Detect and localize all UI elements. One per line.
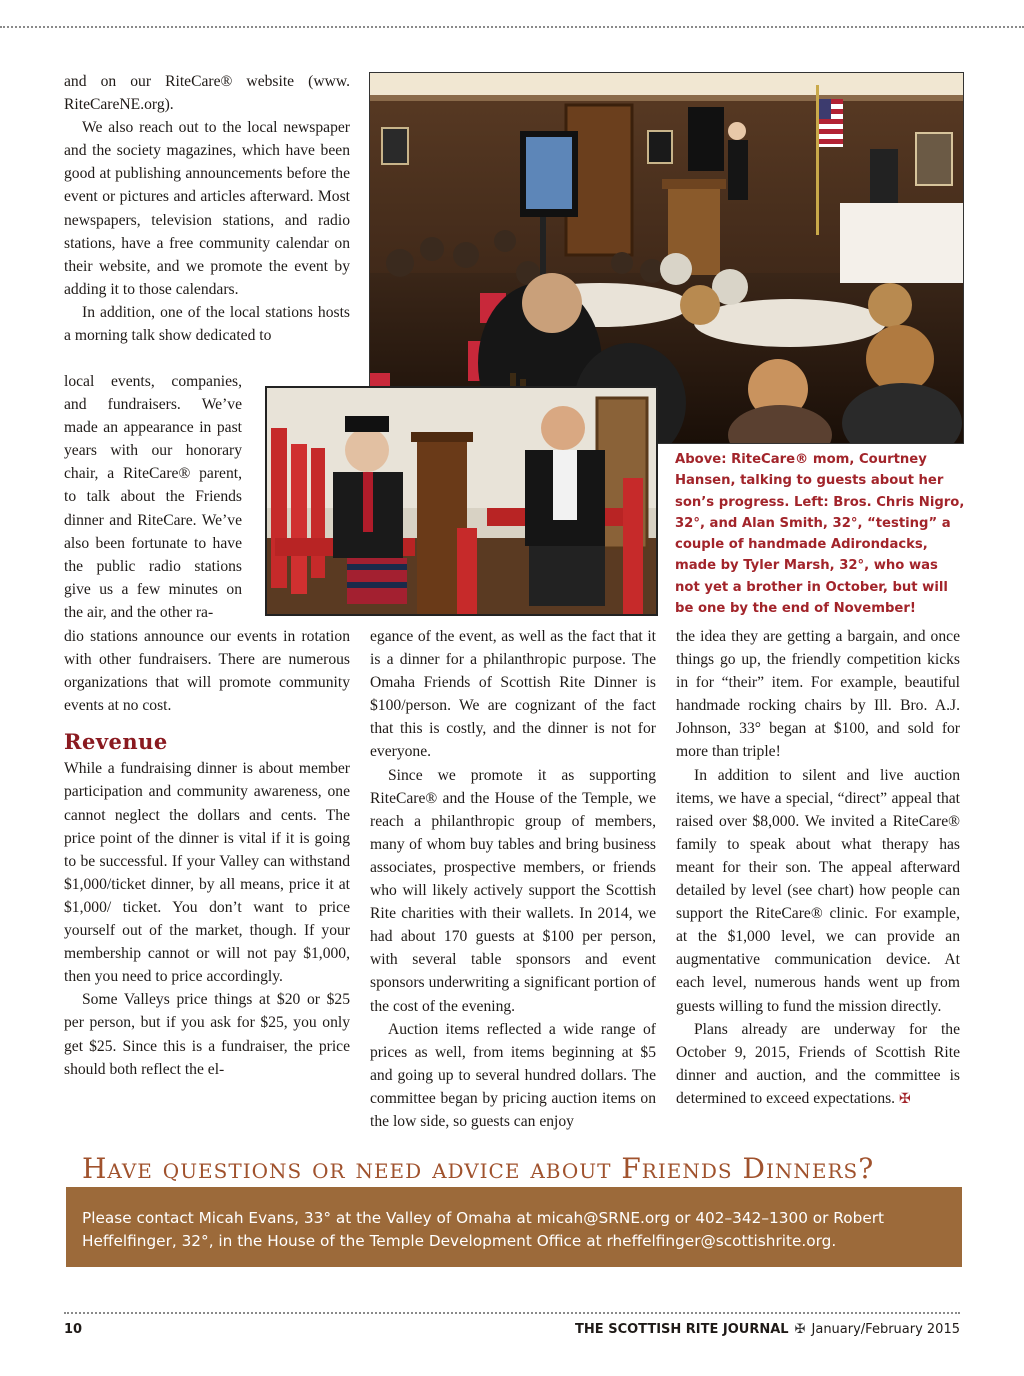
- paragraph: We also reach out to the local newspaper and the society magazines, which have been good at publishing announcements before the event or pictures and articles afterward. Most newspapers, television stations, and radio stations, have a free community calendar on their website, and we promote the event by adding it to those calendars.: [64, 119, 350, 298]
- footer-journal-info: [575, 1322, 960, 1337]
- journal-name: THE SCOTTISH RITE JOURNAL: [575, 1322, 789, 1337]
- bottom-dotted-rule: [64, 1312, 960, 1314]
- photo-caption: Above: RiteCare® mom, Courtney Hansen, talking to guests about her son’s progress. Left: Bros. Chris Nigro, 32°, and Alan Smith, 32°, “testing” a couple of handmade Adirondacks, made by Tyler Marsh, 32°, who was not yet a brother in October, but will be one by the end of November!: [675, 452, 965, 617]
- paragraph: and on our RiteCare® website (www. RiteCareNE.org).: [64, 73, 350, 114]
- cross-separator-icon: ✠: [794, 1322, 806, 1337]
- questions-heading: Have questions or need advice about Friends Dinners?: [82, 1152, 875, 1185]
- paragraph: Some Valleys price things at $20 or $25 per person, but if you ask for $25, you only get $25. Since this is a fundraiser, the price should both reflect the el-: [64, 991, 350, 1078]
- page-number: 10: [64, 1322, 83, 1337]
- top-dotted-rule: [0, 26, 1024, 28]
- paragraph: [676, 1018, 960, 1111]
- paragraph: egance of the event, as well as the fact that it is a dinner for a philanthropic purpose. The Omaha Friends of Scottish Rite Dinner is $100/person. We are cognizant of the fact that this is costly, and the dinner is not for everyone.: [370, 628, 656, 761]
- paragraph: dio stations announce our events in rotation with other fundraisers. There are numerous organizations that will promote community events at no cost.: [64, 628, 350, 715]
- end-mark-icon: ✠: [899, 1091, 911, 1107]
- column-1-lower: [64, 625, 350, 1081]
- column-2: [370, 625, 656, 1133]
- issue-date: January/February 2015: [811, 1322, 960, 1337]
- contact-text: Please contact Micah Evans, 33° at the Valley of Omaha at micah@SRNE.org or 402–342–1300 or Robert Heffelfinger, 32°, in the House of the Temple Development Office at rheffelfinger@scottishrite.org.: [82, 1209, 885, 1250]
- paragraph: local events, companies, and fundraisers. We’ve made an appearance in past years with our honorary chair, a RiteCare® parent, to talk about the Friends dinner and RiteCare. We’ve also been fortunate to have the public radio stations give us a few minutes on the air, and the other ra-: [64, 373, 242, 621]
- paragraph: Since we promote it as supporting RiteCare® and the House of the Temple, we reach a philanthropic group of members, many of whom buy tables and bring business associates, prospective members, or friends who will likely actively support the Scottish Rite charities with their wallets. In 2014, we had about 170 guests at $100 per person, with several table sponsors and event sponsors underwriting a significant portion of the cost of the evening.: [370, 766, 656, 1015]
- section-heading-revenue: Revenue: [64, 729, 168, 755]
- paragraph: Auction items reflected a wide range of prices as well, from items beginning at $5 and going up to several hundred dollars. The committee began by pricing auction items on the low side, so guests can enjoy: [370, 1020, 656, 1130]
- paragraph: In addition, one of the local stations hosts a morning talk show dedicated to: [64, 303, 350, 345]
- paragraph: the idea they are getting a bargain, and once things go up, the friendly competition kicks in for “their” item. For example, beautiful handmade rocking chairs by Ill. Bro. A.J. Johnson, 33° began at $100, and sold for more than triple!: [676, 628, 960, 761]
- column-1-upper: [64, 70, 350, 347]
- paragraph-text: Plans already are underway for the October 9, 2015, Friends of Scottish Rite dinner and auction, and the committee is determined to exceed expectations.: [676, 1020, 960, 1107]
- paragraph: While a fundraising dinner is about member participation and community awareness, one cannot neglect the dollars and cents. The price point of the dinner is vital if it is going to be successful. If your Valley can withstand $1,000/ticket dinner, by all means, price it at $1,000/ ticket. You don’t want to price yourself out of the market, though. If your membership cannot or will not pay $1,000, then you need to price accordingly.: [64, 760, 350, 986]
- column-3: [676, 625, 960, 1111]
- adirondack-photo-illustration: [267, 388, 656, 614]
- contact-box: [66, 1187, 962, 1267]
- column-1-narrow: [64, 370, 242, 624]
- paragraph: In addition to silent and live auction items, we have a special, “direct” appeal that raised over $8,000. We invited a RiteCare® family to speak about what therapy has meant for their son. The appeal afterward detailed by level (see chart) how people can support the RiteCare® clinic. For example, at the $1,000 level, we can provide an augmentative communication device. At each level, numerous hands went up from guests willing to fund the mission directly.: [676, 766, 960, 1015]
- adirondack-chairs-photo: [265, 386, 658, 616]
